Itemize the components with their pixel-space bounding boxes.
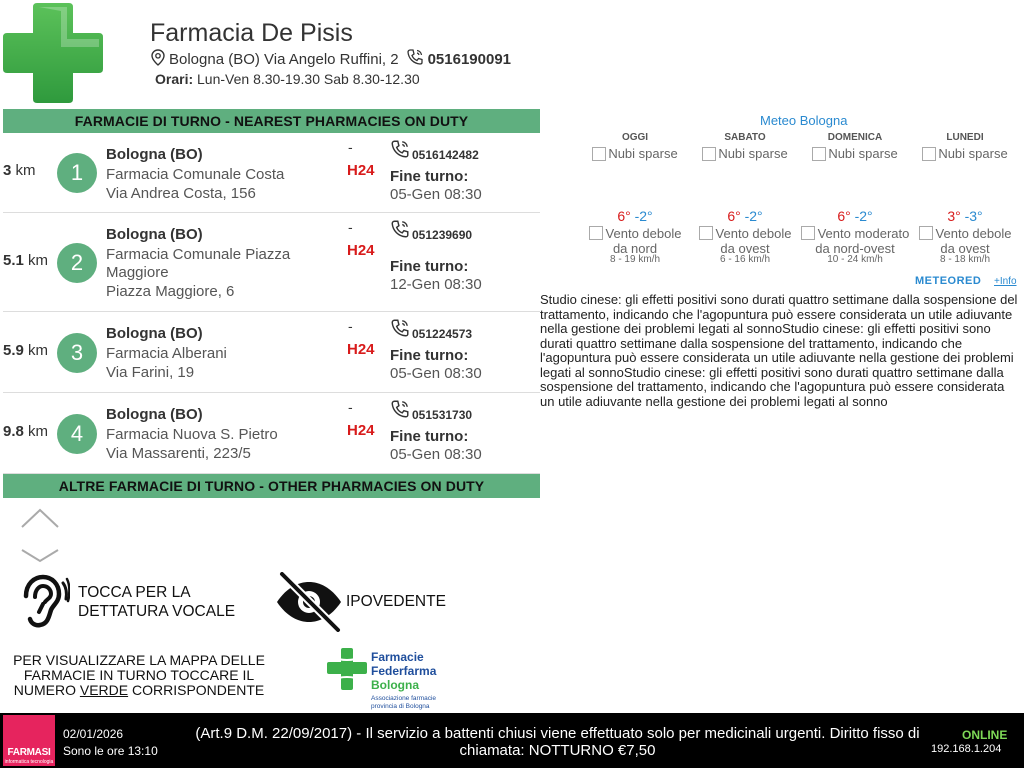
news-text: Studio cinese: gli effetti positivi sono durati quattro settimane dalla sospensione del trattamento, indicando che l'agopuntura può essere considerata un utile adiuvante nella gestione dei problemi legati al sonnoStudio cinese: gli effetti positivi sono durati quattro settimane dalla sospensione del trattamento, indicando che l'agopuntura può essere considerata un utile adiuvante nella gestione dei problemi legati al sonnoStudio cinese: gli effetti positivi sono durati quattro settimane dalla sospensione del trattamento, indicando che l'agopuntura può essere considerata un utile adiuvante nella gestione dei problemi legati al sonno (540, 292, 1018, 409)
voice-dictation-line1: TOCCA PER LA (78, 584, 191, 601)
on-duty-section-header: FARMACIE DI TURNO - NEAREST PHARMACIES ON DUTY (3, 109, 540, 133)
pharmacy-map-number[interactable]: 3 (57, 333, 97, 373)
wind-description: Vento moderato da nord-ovest (800, 226, 910, 256)
weather-day-name: SABATO (724, 132, 766, 143)
pharmacy-phone[interactable] (390, 399, 472, 422)
pharmacy-map-number[interactable]: 4 (57, 414, 97, 454)
pharmacy-name: Farmacia Comunale Costa (106, 166, 285, 183)
pharmacy-name: Farmacia De Pisis (150, 19, 353, 47)
cloud-icon: Nubi sparse (580, 146, 690, 161)
wind-icon (801, 226, 815, 240)
pharmacy-hours-dash: - (348, 318, 353, 334)
hours-value: Lun-Ven 8.30-19.30 Sab 8.30-12.30 (197, 71, 420, 87)
h24-badge: H24 (347, 162, 375, 179)
visually-impaired-button[interactable]: IPOVEDENTE (346, 593, 446, 610)
voice-dictation-button[interactable] (78, 583, 235, 621)
hours-label: Orari: (155, 71, 194, 87)
pharmacy-address-line (151, 48, 511, 70)
weather-day-header (580, 132, 690, 161)
wind-speed: 10 - 24 km/h (827, 254, 883, 265)
pharmacy-hours-dash: - (348, 219, 353, 235)
weather-temps (800, 208, 910, 224)
map-instructions-part2: CORRISPONDENTE (128, 682, 265, 698)
shift-end-date: 05-Gen 08:30 (390, 446, 482, 463)
pharmacy-phone[interactable]: 0516190091 (427, 50, 512, 68)
pharmacy-hours-dash: - (348, 139, 353, 155)
weather-title: Meteo Bologna (760, 113, 848, 128)
weather-min-temp: -2° (634, 208, 653, 224)
pharmacy-phone[interactable] (390, 139, 479, 162)
pharmacy-name: Farmacia Alberani (106, 345, 227, 362)
shift-end-date: 05-Gen 08:30 (390, 186, 482, 203)
federfarma-sub1: Associazione farmacie (371, 695, 437, 702)
weather-day-name: DOMENICA (827, 132, 883, 143)
h24-badge: H24 (347, 422, 375, 439)
shift-end-label: Fine turno: (390, 258, 469, 275)
federfarma-line3: Bologna (371, 678, 419, 692)
pharmacy-hours (155, 71, 420, 87)
pharmacy-address: Via Massarenti, 223/5 (106, 445, 251, 462)
pharmacy-name: Farmacia Nuova S. Pietro (106, 426, 278, 443)
weather-max-temp: 6° (617, 208, 631, 224)
weather-day-header (910, 132, 1020, 161)
map-instructions-verde: VERDE (79, 682, 129, 698)
eye-slash-icon[interactable] (274, 572, 344, 637)
wind-icon (699, 226, 713, 240)
federfarma-logo (326, 647, 456, 713)
footer-notice: (Art.9 D.M. 22/09/2017) - Il servizio a battenti chiusi viene effettuato solo per medicinali urgenti. Diritto fisso di chiamata: NOTTURNO €7,50 (195, 725, 920, 759)
meteored-logo[interactable]: METEORED (915, 275, 982, 287)
scroll-down-arrow[interactable] (20, 545, 60, 568)
pharmacy-address: Via Andrea Costa, 156 (106, 185, 256, 202)
pharmacy-map-number[interactable]: 1 (57, 153, 97, 193)
voice-dictation-line2: DETTATURA VOCALE (78, 603, 236, 620)
shift-end-label: Fine turno: (390, 168, 469, 185)
weather-temps (580, 208, 690, 224)
farmasi-tagline: informatica tecnologia (4, 759, 54, 765)
pharmacy-row[interactable] (3, 393, 540, 474)
weather-min-temp: -3° (964, 208, 983, 224)
scroll-up-arrow[interactable] (20, 507, 60, 534)
shift-end-label: Fine turno: (390, 428, 469, 445)
h24-badge: H24 (347, 242, 375, 259)
pharmacy-city: Bologna (BO) (106, 325, 203, 342)
weather-min-temp: -2° (854, 208, 873, 224)
federfarma-line2: Federfarma (371, 664, 437, 678)
cloud-icon: Nubi sparse (910, 146, 1020, 161)
wind-speed: 6 - 16 km/h (719, 254, 771, 265)
phone-icon (406, 48, 424, 70)
pharmacy-hours-dash: - (348, 399, 353, 415)
weather-day-name: OGGI (621, 132, 649, 143)
weather-min-temp: -2° (744, 208, 763, 224)
weather-temps (690, 208, 800, 224)
footer-time: Sono le ore 13:10 (63, 744, 158, 758)
shift-end-date: 12-Gen 08:30 (390, 276, 482, 293)
pharmacy-phone[interactable] (390, 318, 472, 341)
h24-badge: H24 (347, 341, 375, 358)
location-pin-icon (151, 49, 165, 70)
pharmacy-city: Bologna (BO) (106, 406, 203, 423)
footer-date: 02/01/2026 (63, 727, 124, 741)
wind-icon (919, 226, 933, 240)
pharmacy-map-number[interactable]: 2 (57, 243, 97, 283)
pharmacy-row[interactable] (3, 133, 540, 213)
pharmacy-phone[interactable] (390, 219, 472, 242)
pharmacy-phone-number: 051224573 (412, 327, 473, 341)
pharmacy-address: Piazza Maggiore, 6 (106, 283, 235, 300)
phone-icon (390, 399, 410, 422)
federfarma-line1: Farmacie (371, 650, 424, 664)
weather-max-temp: 6° (727, 208, 741, 224)
shift-end-label: Fine turno: (390, 347, 469, 364)
cloud-icon: Nubi sparse (690, 146, 800, 161)
farmasi-logo (3, 715, 55, 766)
federfarma-sub2: provincia di Bologna (371, 703, 430, 710)
pharmacy-distance: 5.1 km (3, 252, 49, 269)
weather-temps (910, 208, 1020, 224)
shift-end-date: 05-Gen 08:30 (390, 365, 482, 382)
wind-speed: 8 - 18 km/h (939, 254, 991, 265)
wind-description: Vento debole da ovest (910, 226, 1020, 256)
farmasi-brand: FARMASI (7, 747, 51, 758)
pharmacy-city: Bologna (BO) (106, 226, 203, 243)
pharmacy-distance: 9.8 km (3, 423, 49, 440)
pharmacy-name: Farmacia Comunale Piazza Maggiore (106, 246, 291, 281)
wind-description: Vento debole da nord (580, 226, 690, 256)
pharmacy-phone-number: 0516142482 (412, 148, 479, 162)
pharmacy-row[interactable] (3, 312, 540, 393)
ip-address: 192.168.1.204 (931, 743, 1002, 755)
pharmacy-phone-number: 051531730 (412, 408, 473, 422)
pharmacy-phone-number: 051239690 (412, 228, 473, 242)
weather-day-header (800, 132, 910, 161)
phone-icon (390, 318, 410, 341)
pharmacy-distance: 3 km (3, 162, 36, 179)
ear-icon[interactable] (12, 572, 70, 635)
pharmacy-city: Bologna (BO) (106, 146, 203, 163)
pharmacy-address: Bologna (BO) Via Angelo Ruffini, 2 (169, 50, 399, 68)
connection-status: ONLINE (962, 728, 1008, 742)
map-instructions (4, 653, 274, 698)
weather-more-info-link[interactable]: +Info (994, 276, 1017, 287)
phone-icon (390, 219, 410, 242)
weather-day-name: LUNEDI (946, 132, 984, 143)
wind-speed: 8 - 19 km/h (609, 254, 661, 265)
pharmacy-cross-logo (3, 3, 103, 103)
weather-max-temp: 6° (837, 208, 851, 224)
cloud-icon: Nubi sparse (800, 146, 910, 161)
pharmacy-distance: 5.9 km (3, 342, 49, 359)
pharmacy-address: Via Farini, 19 (106, 364, 195, 381)
wind-icon (589, 226, 603, 240)
map-instructions-part1: PER VISUALIZZARE LA MAPPA DELLE FARMACIE IN TURNO TOCCARE IL NUMERO (13, 652, 265, 698)
phone-icon (390, 139, 410, 162)
pharmacy-row[interactable] (3, 213, 540, 312)
wind-description: Vento debole da ovest (690, 226, 800, 256)
weather-max-temp: 3° (947, 208, 961, 224)
weather-day-header (690, 132, 800, 161)
other-pharmacies-section-header: ALTRE FARMACIE DI TURNO - OTHER PHARMACIES ON DUTY (3, 474, 540, 498)
